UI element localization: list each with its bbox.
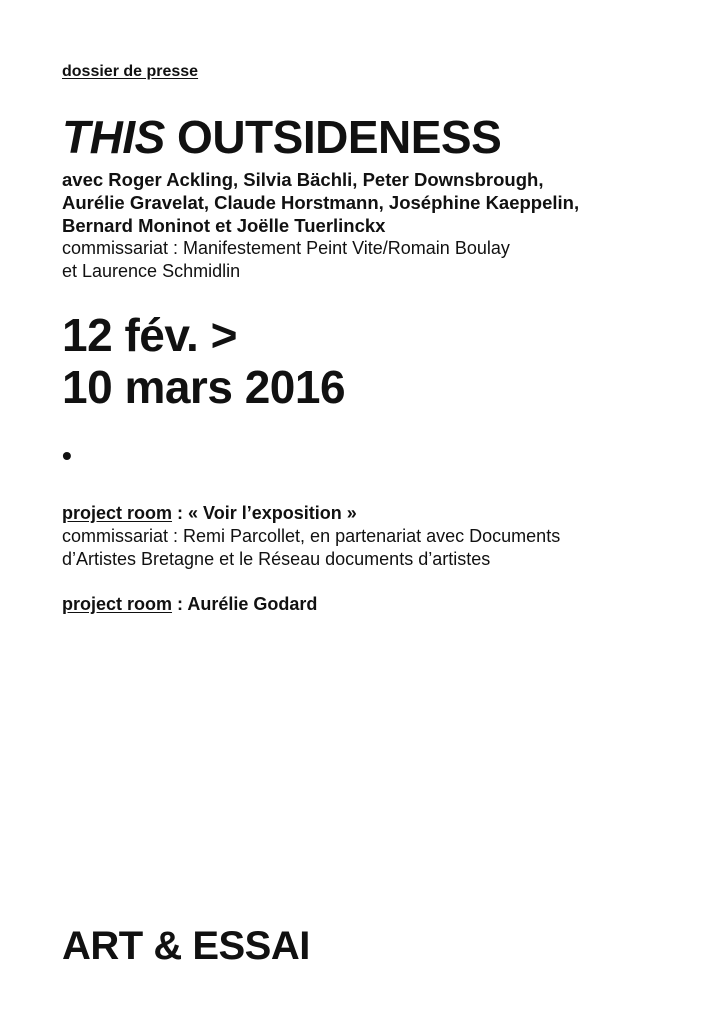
artists-line: avec Roger Ackling, Silvia Bächli, Peter Downsbrough, xyxy=(62,169,544,190)
project-room-1-detail: commissariat : Remi Parcollet, en partenariat avec Documents xyxy=(62,526,561,546)
date-end: 10 mars 2016 xyxy=(62,361,346,413)
artists-line: Bernard Moninot et Joëlle Tuerlinckx xyxy=(62,215,386,236)
exhibition-dates xyxy=(62,309,345,413)
curators-credit xyxy=(62,237,510,283)
project-room-1-detail: d’Artistes Bretagne et le Réseau documents d’artistes xyxy=(62,549,491,569)
project-room-1-label: project room xyxy=(62,503,173,523)
project-room-2-title: : Aurélie Godard xyxy=(172,594,318,614)
artists-list xyxy=(62,168,662,237)
project-room-2-heading xyxy=(62,593,317,616)
venue-brand: ART & ESSAI xyxy=(62,924,310,968)
press-kit-label: dossier de presse xyxy=(62,63,199,80)
curators-line: et Laurence Schmidlin xyxy=(62,261,241,281)
project-room-1-title: : « Voir l’exposition » xyxy=(172,503,357,523)
press-kit-cover xyxy=(62,0,702,1024)
title-italic-part: THIS xyxy=(62,111,165,163)
project-room-2 xyxy=(62,593,317,616)
separator-bullet: • xyxy=(62,440,72,471)
curators-line: commissariat : Manifestement Peint Vite/Romain Boulay xyxy=(62,238,510,258)
date-start: 12 fév. > xyxy=(62,309,237,361)
project-room-1-heading xyxy=(62,502,560,525)
exhibition-title xyxy=(62,111,501,163)
title-rest: OUTSIDENESS xyxy=(164,111,502,163)
project-room-1 xyxy=(62,502,560,571)
project-room-2-label: project room xyxy=(62,594,173,614)
artists-line: Aurélie Gravelat, Claude Horstmann, Joséphine Kaeppelin, xyxy=(62,192,580,213)
